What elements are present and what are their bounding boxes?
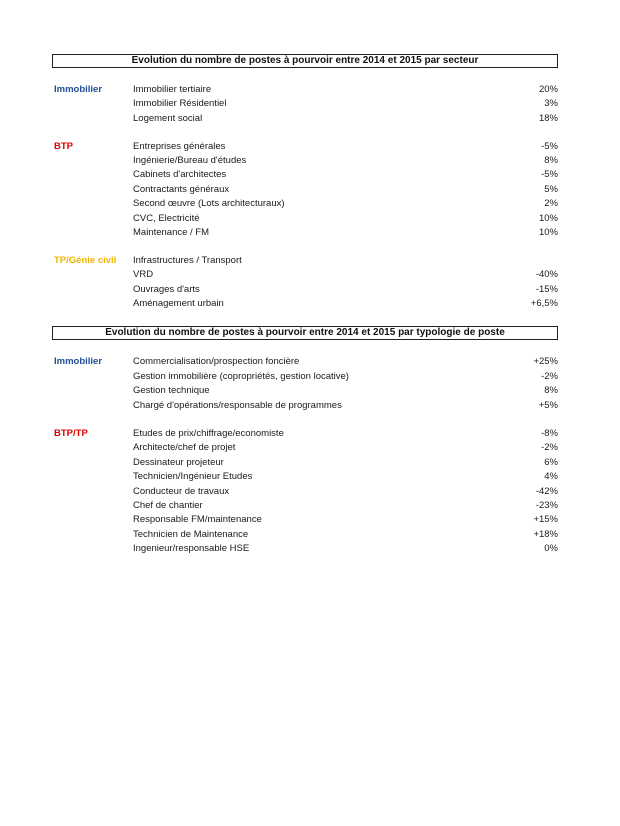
row-value: +5% bbox=[538, 400, 558, 411]
table-row bbox=[52, 112, 558, 126]
row-value: -2% bbox=[541, 442, 558, 453]
table-row bbox=[52, 140, 558, 154]
table-row bbox=[52, 283, 558, 297]
row-label: Ingenieur/responsable HSE bbox=[133, 543, 250, 554]
row-value: -42% bbox=[535, 486, 558, 497]
row-value: +6,5% bbox=[530, 298, 558, 309]
table-row bbox=[52, 83, 558, 97]
row-label: Immobilier Résidentiel bbox=[133, 98, 227, 109]
row-value: 2% bbox=[544, 198, 558, 209]
row-label: Maintenance / FM bbox=[133, 227, 210, 238]
table-row bbox=[52, 212, 558, 226]
row-value: +18% bbox=[533, 529, 558, 540]
table-row bbox=[52, 384, 558, 398]
row-value: 18% bbox=[538, 113, 558, 124]
row-label: Technicien/Ingénieur Etudes bbox=[133, 471, 253, 482]
row-value: 4% bbox=[544, 471, 558, 482]
row-label: Second œuvre (Lots architecturaux) bbox=[133, 198, 285, 209]
group-label-tp-genie-civil: TP/Génie civil bbox=[54, 255, 117, 266]
table-row bbox=[52, 528, 558, 542]
row-value: 8% bbox=[544, 155, 558, 166]
row-value: 8% bbox=[544, 385, 558, 396]
row-value: +25% bbox=[533, 356, 558, 367]
table-row bbox=[52, 355, 558, 369]
row-value: 10% bbox=[538, 213, 558, 224]
row-label: Chef de chantier bbox=[133, 500, 203, 511]
table-row bbox=[52, 499, 558, 513]
table-row bbox=[52, 297, 558, 311]
row-label: Entreprises générales bbox=[133, 141, 226, 152]
row-value: -5% bbox=[541, 141, 558, 152]
section1-title: Evolution du nombre de postes à pourvoir entre 2014 et 2015 par secteur bbox=[52, 54, 558, 68]
row-label: Gestion technique bbox=[133, 385, 210, 396]
row-label: Technicien de Maintenance bbox=[133, 529, 249, 540]
row-label: Infrastructures / Transport bbox=[133, 255, 242, 266]
row-value: -8% bbox=[541, 428, 558, 439]
row-label: Etudes de prix/chiffrage/economiste bbox=[133, 428, 284, 439]
row-label: Commercialisation/prospection foncière bbox=[133, 356, 300, 367]
table-row bbox=[52, 485, 558, 499]
row-value: -2% bbox=[541, 371, 558, 382]
row-label: Chargé d'opérations/responsable de programmes bbox=[133, 400, 342, 411]
table-row bbox=[52, 168, 558, 182]
table-row bbox=[52, 97, 558, 111]
table-row bbox=[52, 197, 558, 211]
row-value: -23% bbox=[535, 500, 558, 511]
row-value: -5% bbox=[541, 169, 558, 180]
group-label-immobilier: Immobilier bbox=[54, 84, 103, 95]
table-row bbox=[52, 183, 558, 197]
row-value: 0% bbox=[544, 543, 558, 554]
row-value: 6% bbox=[544, 457, 558, 468]
row-value: 10% bbox=[538, 227, 558, 238]
row-label: Ouvrages d'arts bbox=[133, 284, 200, 295]
row-value: +15% bbox=[533, 514, 558, 525]
row-label: Aménagement urbain bbox=[133, 298, 224, 309]
row-label: Conducteur de travaux bbox=[133, 486, 230, 497]
row-label: Logement social bbox=[133, 113, 203, 124]
table-row bbox=[52, 154, 558, 168]
row-label: VRD bbox=[133, 269, 154, 280]
group-label-btp-tp: BTP/TP bbox=[54, 428, 88, 439]
table-row bbox=[52, 427, 558, 441]
table-row bbox=[52, 226, 558, 240]
table-row bbox=[52, 456, 558, 470]
row-value: -40% bbox=[535, 269, 558, 280]
row-value: 5% bbox=[544, 184, 558, 195]
row-label: Cabinets d'architectes bbox=[133, 169, 227, 180]
row-value: -15% bbox=[535, 284, 558, 295]
row-value: 3% bbox=[544, 98, 558, 109]
row-label: Architecte/chef de projet bbox=[133, 442, 236, 453]
table-row bbox=[52, 513, 558, 527]
row-label: Ingénierie/Bureau d'études bbox=[133, 155, 247, 166]
table-row bbox=[52, 399, 558, 413]
row-label: Responsable FM/maintenance bbox=[133, 514, 262, 525]
table-row bbox=[52, 470, 558, 484]
row-label: CVC, Electricité bbox=[133, 213, 200, 224]
row-value: 20% bbox=[538, 84, 558, 95]
row-label: Gestion immobilière (copropriétés, gestion locative) bbox=[133, 371, 349, 382]
row-label: Immobilier tertiaire bbox=[133, 84, 212, 95]
row-label: Dessinateur projeteur bbox=[133, 457, 224, 468]
table-row bbox=[52, 542, 558, 556]
group-label-btp: BTP bbox=[54, 141, 73, 152]
row-label: Contractants généraux bbox=[133, 184, 230, 195]
table-row bbox=[52, 254, 558, 268]
section2-title: Evolution du nombre de postes à pourvoir entre 2014 et 2015 par typologie de poste bbox=[52, 326, 558, 340]
table-row bbox=[52, 370, 558, 384]
table-row bbox=[52, 268, 558, 282]
group-label-immobilier: Immobilier bbox=[54, 356, 103, 367]
table-row bbox=[52, 441, 558, 455]
